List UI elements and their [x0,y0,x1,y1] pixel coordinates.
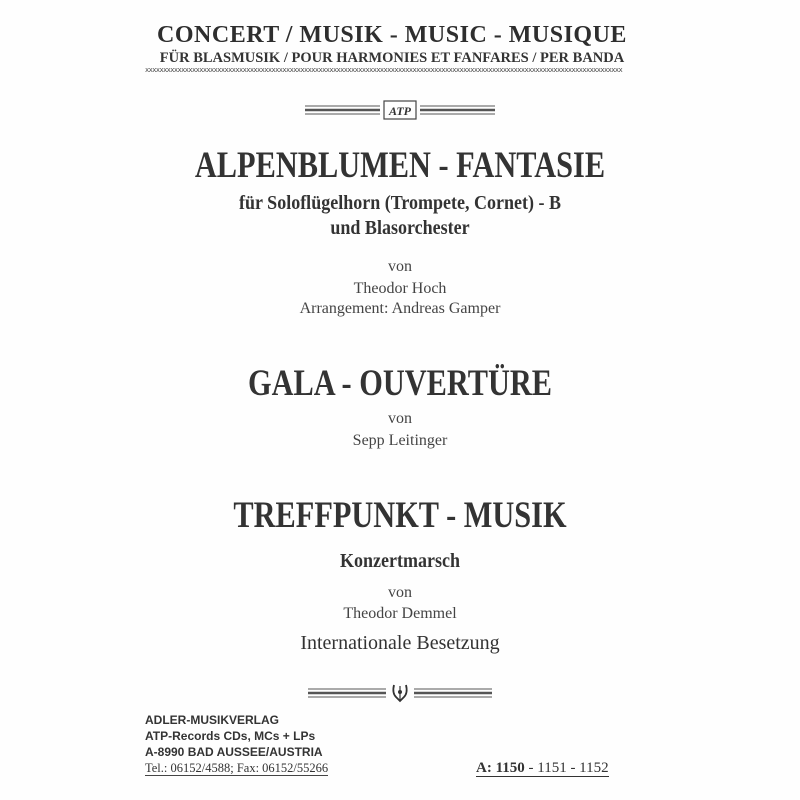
header-title: CONCERT / MUSIK - MUSIC - MUSIQUE [157,22,627,48]
order-numbers [476,760,609,777]
publisher-block [145,712,328,776]
piece3-subtitle: Konzertmarsch [340,550,460,572]
order-number-main: A: 1150 [476,760,525,776]
piece3-composer: Theodor Demmel [343,605,457,622]
publisher-records: ATP-Records CDs, MCs + LPs [145,729,316,743]
piece2-title: GALA - OUVERTÜRE [247,363,553,404]
order-number-rest: - 1151 - 1152 [524,760,609,776]
publisher-name: ADLER-MUSIKVERLAG [145,713,279,727]
publisher-address: A-8990 BAD AUSSEE/AUSTRIA [145,745,323,759]
x-rule-divider: xxxxxxxxxxxxxxxxxxxxxxxxxxxxxxxxxxxxxxxxxxxxxxxxxxxxxxxxxxxxxxxxxxxxxxxxxxxxxxxxxxxxxxxxxxxxxxxxxxxxxxxxxxxxxxxxxxxxxxxxxxxxxxxxxxxx [145,66,623,74]
piece2-von: von [388,410,412,427]
monogram-text: ATP [388,104,412,118]
lyre-ornament-icon [300,682,500,704]
piece1-composer: Theodor Hoch [353,280,447,297]
piece3-von: von [388,584,412,601]
instrumentation-note: Internationale Besetzung [300,632,500,654]
piece1-instrumentation-line: für Soloflügelhorn (Trompete, Cornet) - B [239,192,561,214]
piece3-title: TREFFPUNKT - MUSIK [233,495,567,536]
publisher-contact: Tel.: 06152/4588; Fax: 06152/55266 [145,761,329,775]
header-subtitle: FÜR BLASMUSIK / POUR HARMONIES ET FANFARES / PER BANDA [159,50,625,66]
monogram-ornament-icon [300,99,500,121]
piece2-composer: Sepp Leitinger [352,432,448,449]
piece1-arrangement: Arrangement: Andreas Gamper [299,300,501,317]
piece1-orchestra-line: und Blasorchester [330,217,470,239]
piece1-von: von [388,258,412,275]
piece1-title: ALPENBLUMEN - FANTASIE [194,145,606,186]
